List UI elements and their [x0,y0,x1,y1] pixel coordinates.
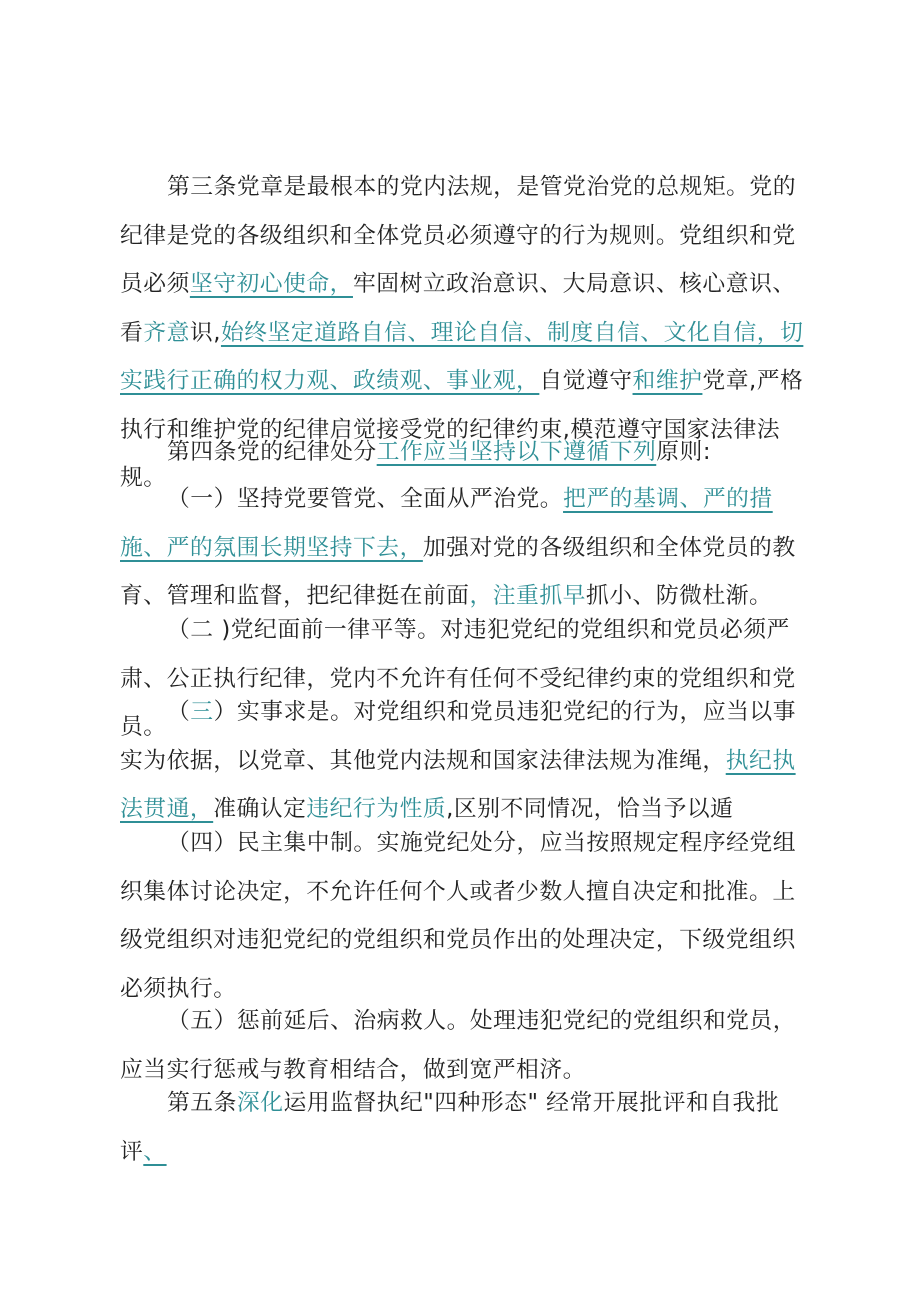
text-run: （二 )党纪面前一律平等。对违犯党纪的党组织和党员必须严肃、公正执行纪律，党内不允许有任何不受纪律约束的党组织和党员。 [120,617,796,740]
text-run: 第四条党的纪律处分 [167,439,377,465]
paragraph-principle-1 [120,475,814,621]
paragraph-article-4 [120,428,814,477]
paragraph-principle-3 [120,688,814,834]
revision-insert: ，注重抓早 [469,583,586,609]
revision-insert: 齐意 [143,319,190,346]
text-run: （ [167,699,191,725]
text-run: 准确认定 [213,796,307,822]
text-run: 自觉遵守 [539,368,633,394]
text-run: ,区别不同情况，恰当予以遁 [446,796,734,822]
revision-insert: 深化 [236,1090,284,1116]
text-run: 原则: [656,439,712,465]
text-run: ）实事求是。对党组织和党员违犯党纪的行为，应当以事实为依据，以党章、其他党内法规和国家法律法规为准绳， [120,699,797,774]
revision-insert: 始终坚定道路自信、理论自信、制度自信、文化自信，切实践行正确的权力观、政绩观、事业观， [120,319,804,394]
revision-insert: 坚守初心使命， [189,271,353,297]
text-run: （一）坚持党要管党、全面从严治党。 [167,486,564,512]
paragraph-principle-4 [120,819,814,1013]
revision-insert: 三 [190,699,214,725]
text-run: 牢固树立政治意识、大局意识、核心意识、看 [120,271,796,346]
text-run: 加强对党的各级组织和全体党员的教育、管理和监督，把纪律挺在前面 [120,534,796,609]
revision-insert: 违纪行为性质 [306,796,447,822]
text-run: 第五条 [167,1090,237,1116]
revision-insert: 和维护 [632,368,703,394]
text-run: 第三条党章是最根本的党内法规，是管党治党的总规矩。党的纪律是党的各级组织和全体党员必须遵守的行为规则。党组织和党员必须 [120,174,797,297]
revision-insert: 工作应当坚持以下遵循下列 [376,439,657,465]
text-run: ,严格执行和维护党的纪律启觉接受党的纪律约束,模范遵守国家法律法规。 [120,368,804,491]
text-run: 党章 [702,368,750,394]
revision-insert: 执纪执法贯通， [120,747,796,822]
text-run: 运用监督执纪"四种形态" 经常开展批评和自我批评 [120,1090,780,1165]
text-run: （四）民主集中制。实施党纪处分，应当按照规定程序经党组织集体讨论决定，不允许任何个人或者少数人擅自决定和批准。上级党组织对违犯党纪的党组织和党员作出的处理决定，下级党组织必须执行。 [120,830,797,1002]
text-run: 识, [189,319,221,346]
text-run: （五）惩前延后、治病救人。处理违犯党纪的党组织和党员，应当实行惩戒与教育相结合，做到宽严相济。 [120,1008,797,1083]
paragraph-article-5 [120,1079,814,1176]
revision-insert: 、 [143,1138,167,1165]
text-run: 抓小、防微杜渐。 [585,583,773,609]
revision-insert: 把严的基调、严的措施、严的氛围长期坚持下去， [120,486,773,561]
